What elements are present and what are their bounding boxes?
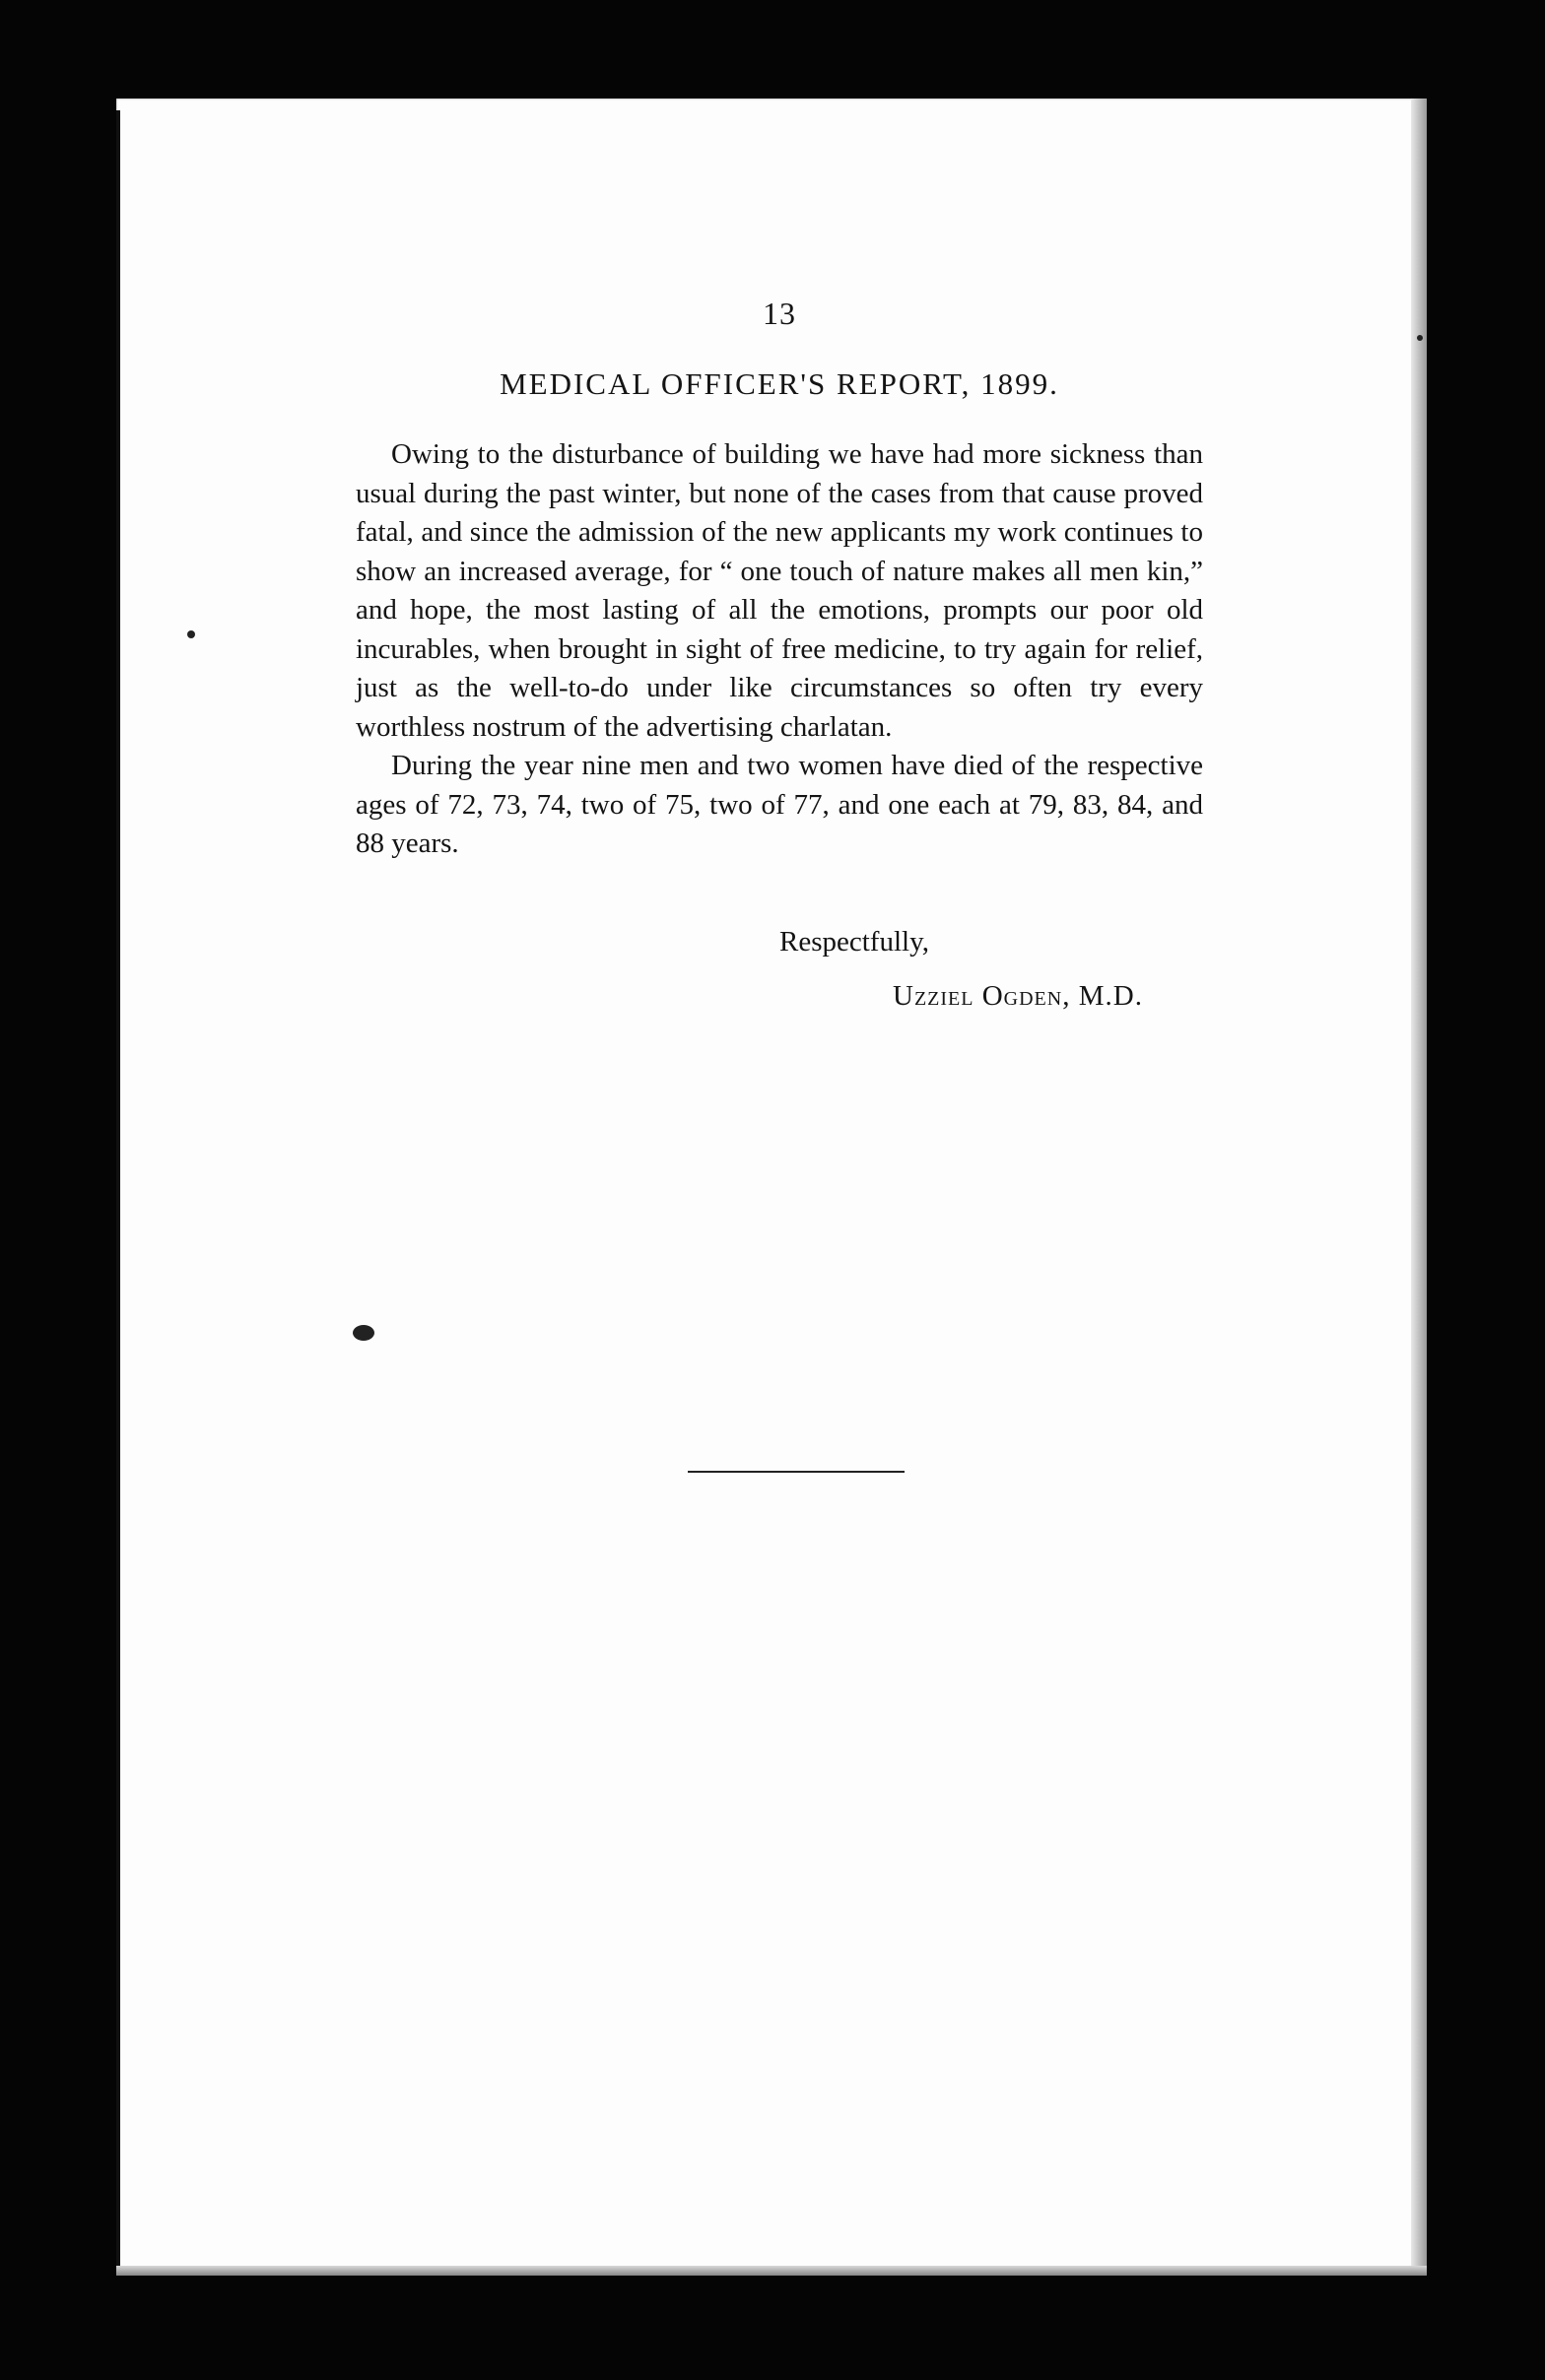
closing: Respectfully, [779, 926, 929, 958]
document-page [116, 99, 1427, 2276]
signature-suffix: M.D. [1078, 980, 1143, 1012]
signature [893, 980, 1143, 1013]
scan-speck [187, 630, 195, 638]
page-number: 13 [763, 296, 796, 331]
page-bottom-edge [116, 2266, 1427, 2276]
scan-speck [353, 1325, 374, 1341]
signature-name: Uzziel Ogden, [893, 980, 1071, 1012]
binding-edge [116, 110, 120, 2268]
scan-speck [1417, 335, 1423, 341]
report-body [356, 435, 1203, 864]
page-right-edge [1411, 99, 1427, 2276]
paragraph-2: During the year nine men and two women have died of the respective ages of 72, 73, 74, two of 75, two of 77, and one each at 79, 83, 84, and 88 years. [356, 750, 1203, 859]
report-heading: MEDICAL OFFICER'S REPORT, 1899. [500, 366, 1059, 401]
horizontal-rule [688, 1471, 905, 1473]
paragraph-1: Owing to the disturbance of building we have had more sickness than usual during the past winter, but none of the cases from that cause proved fatal, and since the admission of the new applicants my work continues to show an increased average, for “ one touch of nature makes all men kin,” and hope, the most lasting of all the emotions, prompts our poor old incurables, when brought in sight of free medicine, to try again for relief, just as the well-to-do under like circumstances so often try every worthless nostrum of the advertising charlatan. [356, 438, 1203, 743]
